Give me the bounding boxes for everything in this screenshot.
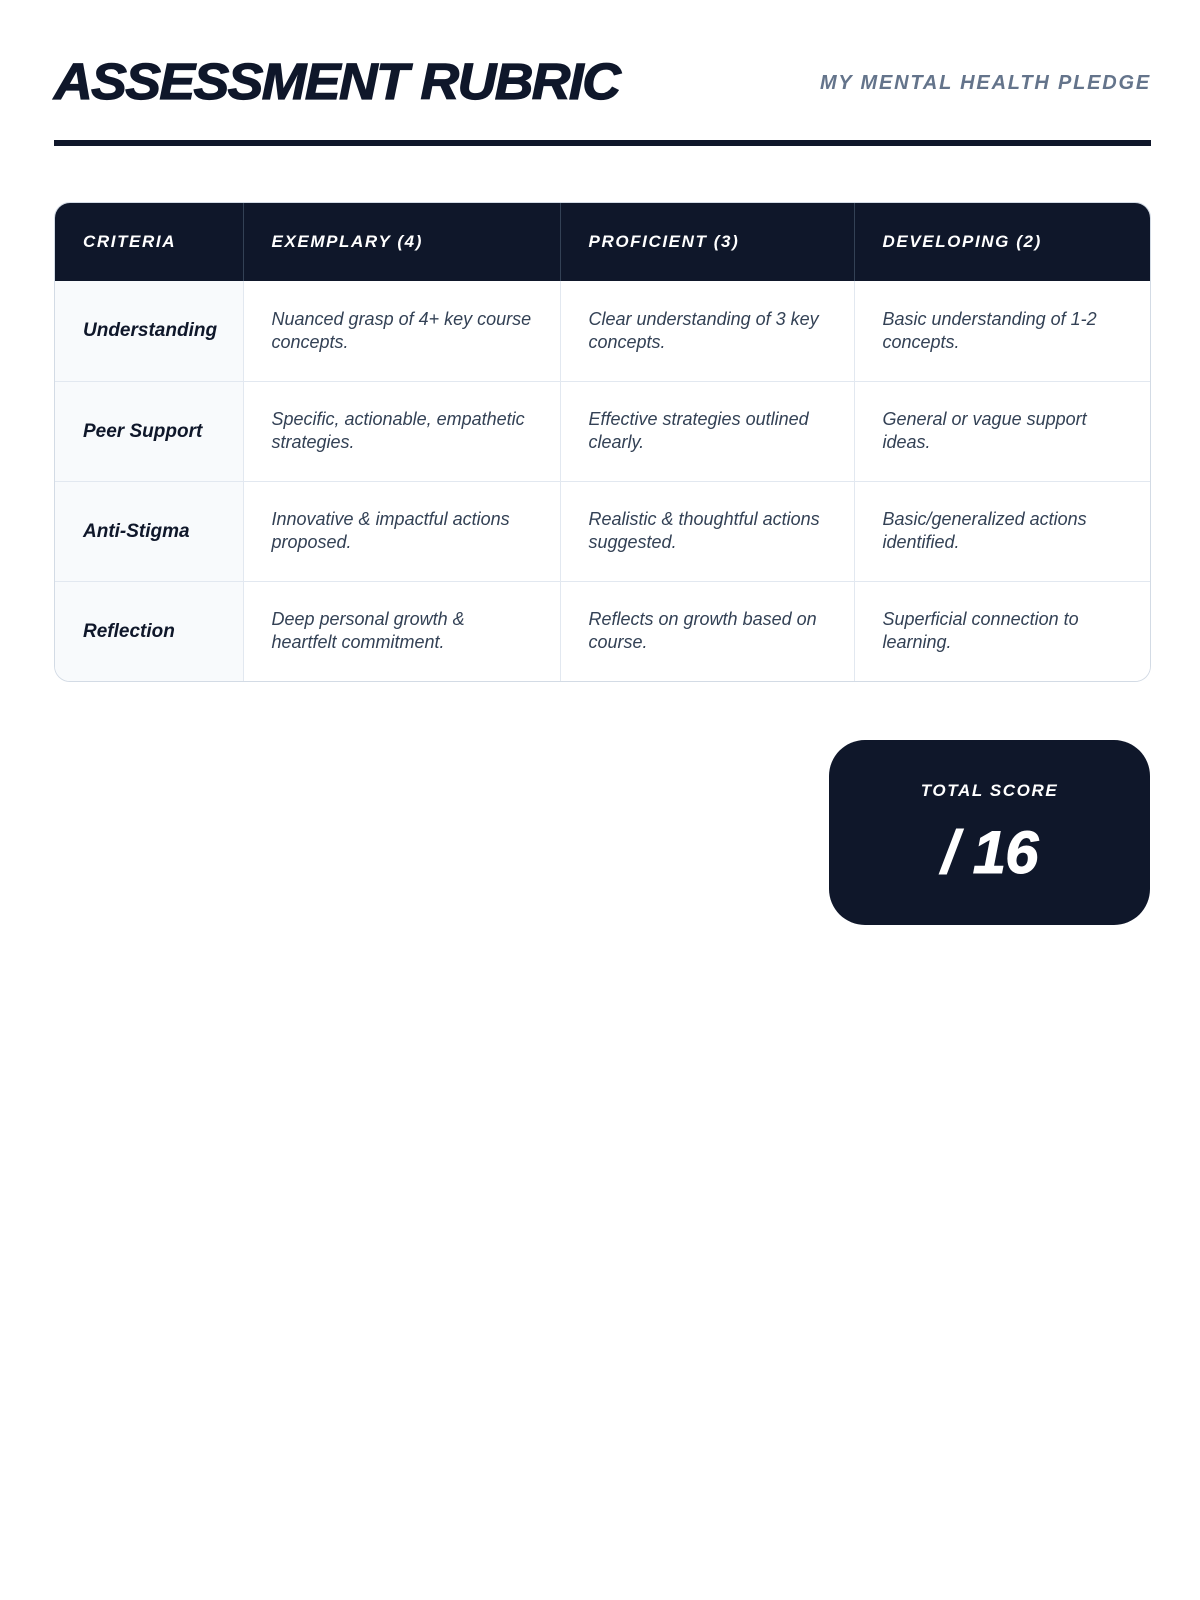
- column-header-exemplary: EXEMPLARY (4): [243, 203, 560, 281]
- developing-cell: Basic/generalized actions identified.: [854, 481, 1150, 581]
- proficient-cell: Effective strategies outlined clearly.: [560, 381, 854, 481]
- exemplary-cell: Innovative & impactful actions proposed.: [243, 481, 560, 581]
- total-score-card: [829, 740, 1150, 925]
- column-header-developing: DEVELOPING (2): [854, 203, 1150, 281]
- criteria-cell: Peer Support: [55, 381, 243, 481]
- header-divider: [54, 140, 1151, 146]
- column-header-proficient: PROFICIENT (3): [560, 203, 854, 281]
- table-row: [55, 581, 1150, 681]
- criteria-cell: Anti-Stigma: [55, 481, 243, 581]
- proficient-cell: Realistic & thoughtful actions suggested.: [560, 481, 854, 581]
- criteria-cell: Understanding: [55, 281, 243, 381]
- criteria-cell: Reflection: [55, 581, 243, 681]
- total-score-value: / 16: [941, 819, 1038, 886]
- table-row: [55, 381, 1150, 481]
- exemplary-cell: Deep personal growth & heartfelt commitment.: [243, 581, 560, 681]
- rubric-table-container: [54, 202, 1151, 682]
- page-header: [54, 52, 1151, 112]
- rubric-table: [55, 203, 1150, 681]
- total-score-label: TOTAL SCORE: [920, 781, 1059, 800]
- column-header-criteria: CRITERIA: [55, 203, 243, 281]
- exemplary-cell: Specific, actionable, empathetic strategies.: [243, 381, 560, 481]
- developing-cell: Superficial connection to learning.: [854, 581, 1150, 681]
- rubric-table-body: [55, 281, 1150, 681]
- page-title: ASSESSMENT RUBRIC: [54, 53, 620, 110]
- page-subtitle: MY MENTAL HEALTH PLEDGE: [819, 72, 1151, 94]
- table-row: [55, 281, 1150, 381]
- exemplary-cell: Nuanced grasp of 4+ key course concepts.: [243, 281, 560, 381]
- rubric-table-header: [55, 203, 1150, 281]
- developing-cell: General or vague support ideas.: [854, 381, 1150, 481]
- developing-cell: Basic understanding of 1-2 concepts.: [854, 281, 1150, 381]
- proficient-cell: Clear understanding of 3 key concepts.: [560, 281, 854, 381]
- proficient-cell: Reflects on growth based on course.: [560, 581, 854, 681]
- header-row: [55, 203, 1150, 281]
- table-row: [55, 481, 1150, 581]
